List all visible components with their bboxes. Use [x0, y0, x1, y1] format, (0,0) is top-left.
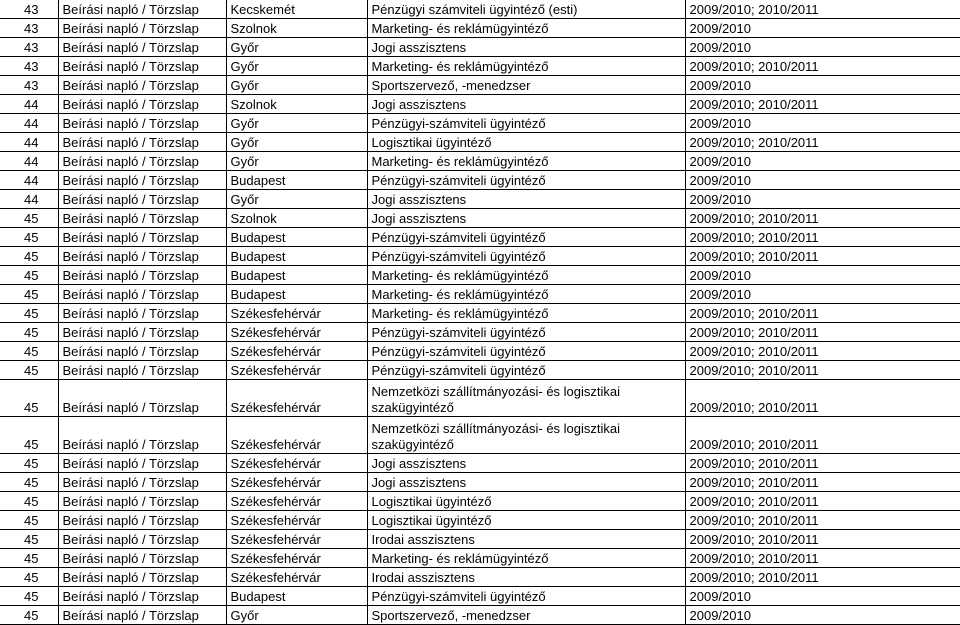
cell-city[interactable]: Győr: [226, 606, 367, 625]
cell-program[interactable]: Sportszervező, -menedzser: [367, 76, 685, 95]
cell-number[interactable]: 45: [0, 473, 58, 492]
cell-program[interactable]: Marketing- és reklámügyintéző: [367, 19, 685, 38]
cell-school-years[interactable]: 2009/2010; 2010/2011: [685, 361, 960, 380]
cell-program[interactable]: Pénzügyi-számviteli ügyintéző: [367, 228, 685, 247]
cell-school-years[interactable]: 2009/2010; 2010/2011: [685, 492, 960, 511]
table-row: [0, 342, 960, 361]
cell-program[interactable]: Logisztikai ügyintéző: [367, 133, 685, 152]
cell-city[interactable]: Székesfehérvár: [226, 342, 367, 361]
cell-school-years[interactable]: 2009/2010; 2010/2011: [685, 417, 960, 454]
cell-number[interactable]: 45: [0, 266, 58, 285]
table-row: [0, 549, 960, 568]
cell-city[interactable]: Székesfehérvár: [226, 304, 367, 323]
cell-number[interactable]: 45: [0, 361, 58, 380]
table-row: [0, 323, 960, 342]
table-row: [0, 606, 960, 625]
cell-city[interactable]: Székesfehérvár: [226, 473, 367, 492]
cell-city[interactable]: Győr: [226, 190, 367, 209]
cell-number[interactable]: 45: [0, 417, 58, 454]
cell-school-years[interactable]: 2009/2010; 2010/2011: [685, 454, 960, 473]
cell-number[interactable]: 45: [0, 247, 58, 266]
cell-school-years[interactable]: 2009/2010: [685, 266, 960, 285]
cell-number[interactable]: 45: [0, 511, 58, 530]
cell-program[interactable]: Marketing- és reklámügyintéző: [367, 152, 685, 171]
cell-school-years[interactable]: 2009/2010; 2010/2011: [685, 530, 960, 549]
cell-document-type[interactable]: Beírási napló / Törzslap: [58, 511, 226, 530]
cell-program[interactable]: Jogi asszisztens: [367, 38, 685, 57]
cell-school-years[interactable]: 2009/2010; 2010/2011: [685, 549, 960, 568]
cell-city[interactable]: Székesfehérvár: [226, 417, 367, 454]
cell-document-type[interactable]: Beírási napló / Törzslap: [58, 266, 226, 285]
cell-program[interactable]: Marketing- és reklámügyintéző: [367, 57, 685, 76]
cell-program[interactable]: Irodai asszisztens: [367, 568, 685, 587]
cell-number[interactable]: 45: [0, 209, 58, 228]
cell-program[interactable]: Marketing- és reklámügyintéző: [367, 266, 685, 285]
cell-document-type[interactable]: Beírási napló / Törzslap: [58, 57, 226, 76]
cell-number[interactable]: 43: [0, 0, 58, 19]
cell-document-type[interactable]: Beírási napló / Törzslap: [58, 492, 226, 511]
table-row: [0, 266, 960, 285]
table-row: [0, 380, 960, 417]
cell-program[interactable]: Nemzetközi szállítmányozási- és logisztikai szakügyintéző: [367, 380, 685, 417]
cell-number[interactable]: 43: [0, 76, 58, 95]
cell-document-type[interactable]: Beírási napló / Törzslap: [58, 454, 226, 473]
cell-city[interactable]: Szolnok: [226, 19, 367, 38]
table-row: [0, 152, 960, 171]
cell-number[interactable]: 45: [0, 530, 58, 549]
cell-number[interactable]: 45: [0, 304, 58, 323]
cell-program[interactable]: Pénzügyi-számviteli ügyintéző: [367, 342, 685, 361]
cell-document-type[interactable]: Beírási napló / Törzslap: [58, 380, 226, 417]
table-row: [0, 228, 960, 247]
cell-city[interactable]: Szolnok: [226, 95, 367, 114]
cell-program[interactable]: Irodai asszisztens: [367, 530, 685, 549]
cell-school-years[interactable]: 2009/2010; 2010/2011: [685, 511, 960, 530]
cell-program[interactable]: Pénzügyi-számviteli ügyintéző: [367, 587, 685, 606]
cell-city[interactable]: Székesfehérvár: [226, 530, 367, 549]
cell-city[interactable]: Székesfehérvár: [226, 568, 367, 587]
cell-city[interactable]: Budapest: [226, 587, 367, 606]
cell-number[interactable]: 45: [0, 549, 58, 568]
cell-school-years[interactable]: 2009/2010; 2010/2011: [685, 473, 960, 492]
cell-school-years[interactable]: 2009/2010; 2010/2011: [685, 228, 960, 247]
cell-school-years[interactable]: 2009/2010; 2010/2011: [685, 380, 960, 417]
cell-program[interactable]: Pénzügyi-számviteli ügyintéző: [367, 171, 685, 190]
cell-city[interactable]: Győr: [226, 152, 367, 171]
table-row: [0, 95, 960, 114]
cell-number[interactable]: 45: [0, 228, 58, 247]
cell-document-type[interactable]: Beírási napló / Törzslap: [58, 114, 226, 133]
cell-city[interactable]: Kecskemét: [226, 0, 367, 19]
cell-document-type[interactable]: Beírási napló / Törzslap: [58, 530, 226, 549]
table-row: [0, 76, 960, 95]
cell-city[interactable]: Budapest: [226, 285, 367, 304]
table-row: [0, 304, 960, 323]
cell-document-type[interactable]: Beírási napló / Törzslap: [58, 587, 226, 606]
cell-school-years[interactable]: 2009/2010: [685, 114, 960, 133]
cell-program[interactable]: Marketing- és reklámügyintéző: [367, 285, 685, 304]
cell-city[interactable]: Győr: [226, 76, 367, 95]
cell-program[interactable]: Logisztikai ügyintéző: [367, 492, 685, 511]
cell-city[interactable]: Székesfehérvár: [226, 492, 367, 511]
cell-program[interactable]: Marketing- és reklámügyintéző: [367, 549, 685, 568]
table-row: [0, 285, 960, 304]
cell-number[interactable]: 44: [0, 171, 58, 190]
cell-school-years[interactable]: 2009/2010: [685, 171, 960, 190]
cell-number[interactable]: 43: [0, 57, 58, 76]
cell-city[interactable]: Szolnok: [226, 209, 367, 228]
table-row: [0, 247, 960, 266]
cell-program[interactable]: Logisztikai ügyintéző: [367, 511, 685, 530]
cell-document-type[interactable]: Beírási napló / Törzslap: [58, 133, 226, 152]
cell-city[interactable]: Budapest: [226, 171, 367, 190]
cell-school-years[interactable]: 2009/2010: [685, 152, 960, 171]
cell-number[interactable]: 45: [0, 342, 58, 361]
cell-school-years[interactable]: 2009/2010: [685, 587, 960, 606]
table-row: [0, 209, 960, 228]
cell-program[interactable]: Marketing- és reklámügyintéző: [367, 304, 685, 323]
cell-program[interactable]: Jogi asszisztens: [367, 209, 685, 228]
table-row: [0, 361, 960, 380]
table-row: [0, 568, 960, 587]
cell-number[interactable]: 44: [0, 190, 58, 209]
cell-document-type[interactable]: Beírási napló / Törzslap: [58, 342, 226, 361]
table-row: [0, 114, 960, 133]
cell-city[interactable]: Székesfehérvár: [226, 511, 367, 530]
cell-program[interactable]: Jogi asszisztens: [367, 190, 685, 209]
cell-program[interactable]: Pénzügyi-számviteli ügyintéző: [367, 361, 685, 380]
cell-program[interactable]: Jogi asszisztens: [367, 95, 685, 114]
cell-document-type[interactable]: Beírási napló / Törzslap: [58, 38, 226, 57]
cell-document-type[interactable]: Beírási napló / Törzslap: [58, 0, 226, 19]
cell-document-type[interactable]: Beírási napló / Törzslap: [58, 152, 226, 171]
table-row: [0, 587, 960, 606]
table-row: [0, 473, 960, 492]
cell-document-type[interactable]: Beírási napló / Törzslap: [58, 417, 226, 454]
cell-number[interactable]: 45: [0, 492, 58, 511]
cell-school-years[interactable]: 2009/2010: [685, 19, 960, 38]
cell-city[interactable]: Budapest: [226, 228, 367, 247]
cell-city[interactable]: Győr: [226, 38, 367, 57]
cell-program[interactable]: Pénzügyi-számviteli ügyintéző: [367, 114, 685, 133]
cell-document-type[interactable]: Beírási napló / Törzslap: [58, 209, 226, 228]
table-row: [0, 417, 960, 454]
cell-document-type[interactable]: Beírási napló / Törzslap: [58, 247, 226, 266]
table-row: [0, 190, 960, 209]
cell-document-type[interactable]: Beírási napló / Törzslap: [58, 549, 226, 568]
cell-number[interactable]: 45: [0, 568, 58, 587]
cell-document-type[interactable]: Beírási napló / Törzslap: [58, 190, 226, 209]
cell-school-years[interactable]: 2009/2010; 2010/2011: [685, 95, 960, 114]
cell-school-years[interactable]: 2009/2010; 2010/2011: [685, 568, 960, 587]
table-row: [0, 133, 960, 152]
cell-program[interactable]: Jogi asszisztens: [367, 473, 685, 492]
cell-document-type[interactable]: Beírási napló / Törzslap: [58, 95, 226, 114]
table-row: [0, 38, 960, 57]
table-row: [0, 530, 960, 549]
cell-number[interactable]: 44: [0, 95, 58, 114]
cell-program[interactable]: Nemzetközi szállítmányozási- és logisztikai szakügyintéző: [367, 417, 685, 454]
cell-number[interactable]: 45: [0, 587, 58, 606]
cell-document-type[interactable]: Beírási napló / Törzslap: [58, 304, 226, 323]
cell-school-years[interactable]: 2009/2010; 2010/2011: [685, 0, 960, 19]
cell-city[interactable]: Győr: [226, 114, 367, 133]
table-row: [0, 454, 960, 473]
cell-city[interactable]: Budapest: [226, 266, 367, 285]
table-row: [0, 0, 960, 19]
table-row: [0, 57, 960, 76]
cell-school-years[interactable]: 2009/2010; 2010/2011: [685, 342, 960, 361]
table-row: [0, 171, 960, 190]
cell-document-type[interactable]: Beírási napló / Törzslap: [58, 19, 226, 38]
cell-number[interactable]: 45: [0, 285, 58, 304]
cell-document-type[interactable]: Beírási napló / Törzslap: [58, 171, 226, 190]
cell-school-years[interactable]: 2009/2010; 2010/2011: [685, 133, 960, 152]
cell-number[interactable]: 45: [0, 454, 58, 473]
cell-number[interactable]: 44: [0, 133, 58, 152]
cell-city[interactable]: Székesfehérvár: [226, 454, 367, 473]
cell-city[interactable]: Székesfehérvár: [226, 380, 367, 417]
cell-school-years[interactable]: 2009/2010; 2010/2011: [685, 57, 960, 76]
cell-school-years[interactable]: 2009/2010: [685, 190, 960, 209]
cell-program[interactable]: Jogi asszisztens: [367, 454, 685, 473]
cell-city[interactable]: Győr: [226, 57, 367, 76]
cell-city[interactable]: Székesfehérvár: [226, 549, 367, 568]
cell-school-years[interactable]: 2009/2010: [685, 285, 960, 304]
cell-number[interactable]: 43: [0, 19, 58, 38]
cell-number[interactable]: 44: [0, 114, 58, 133]
cell-document-type[interactable]: Beírási napló / Törzslap: [58, 568, 226, 587]
cell-number[interactable]: 45: [0, 323, 58, 342]
cell-program[interactable]: Pénzügyi-számviteli ügyintéző: [367, 323, 685, 342]
cell-document-type[interactable]: Beírási napló / Törzslap: [58, 228, 226, 247]
cell-document-type[interactable]: Beírási napló / Törzslap: [58, 285, 226, 304]
cell-program[interactable]: Sportszervező, -menedzser: [367, 606, 685, 625]
cell-document-type[interactable]: Beírási napló / Törzslap: [58, 473, 226, 492]
cell-number[interactable]: 45: [0, 606, 58, 625]
cell-school-years[interactable]: 2009/2010; 2010/2011: [685, 247, 960, 266]
cell-school-years[interactable]: 2009/2010: [685, 606, 960, 625]
table-row: [0, 19, 960, 38]
cell-number[interactable]: 44: [0, 152, 58, 171]
table-row: [0, 492, 960, 511]
cell-school-years[interactable]: 2009/2010: [685, 76, 960, 95]
cell-program[interactable]: Pénzügyi-számviteli ügyintéző: [367, 247, 685, 266]
table-row: [0, 511, 960, 530]
cell-school-years[interactable]: 2009/2010; 2010/2011: [685, 304, 960, 323]
cell-city[interactable]: Győr: [226, 133, 367, 152]
cell-school-years[interactable]: 2009/2010; 2010/2011: [685, 209, 960, 228]
cell-city[interactable]: Székesfehérvár: [226, 361, 367, 380]
cell-document-type[interactable]: Beírási napló / Törzslap: [58, 361, 226, 380]
cell-school-years[interactable]: 2009/2010: [685, 38, 960, 57]
cell-document-type[interactable]: Beírási napló / Törzslap: [58, 606, 226, 625]
cell-city[interactable]: Székesfehérvár: [226, 323, 367, 342]
cell-school-years[interactable]: 2009/2010; 2010/2011: [685, 323, 960, 342]
cell-number[interactable]: 43: [0, 38, 58, 57]
cell-number[interactable]: 45: [0, 380, 58, 417]
cell-document-type[interactable]: Beírási napló / Törzslap: [58, 76, 226, 95]
cell-city[interactable]: Budapest: [226, 247, 367, 266]
cell-program[interactable]: Pénzügyi számviteli ügyintéző (esti): [367, 0, 685, 19]
cell-document-type[interactable]: Beírási napló / Törzslap: [58, 323, 226, 342]
